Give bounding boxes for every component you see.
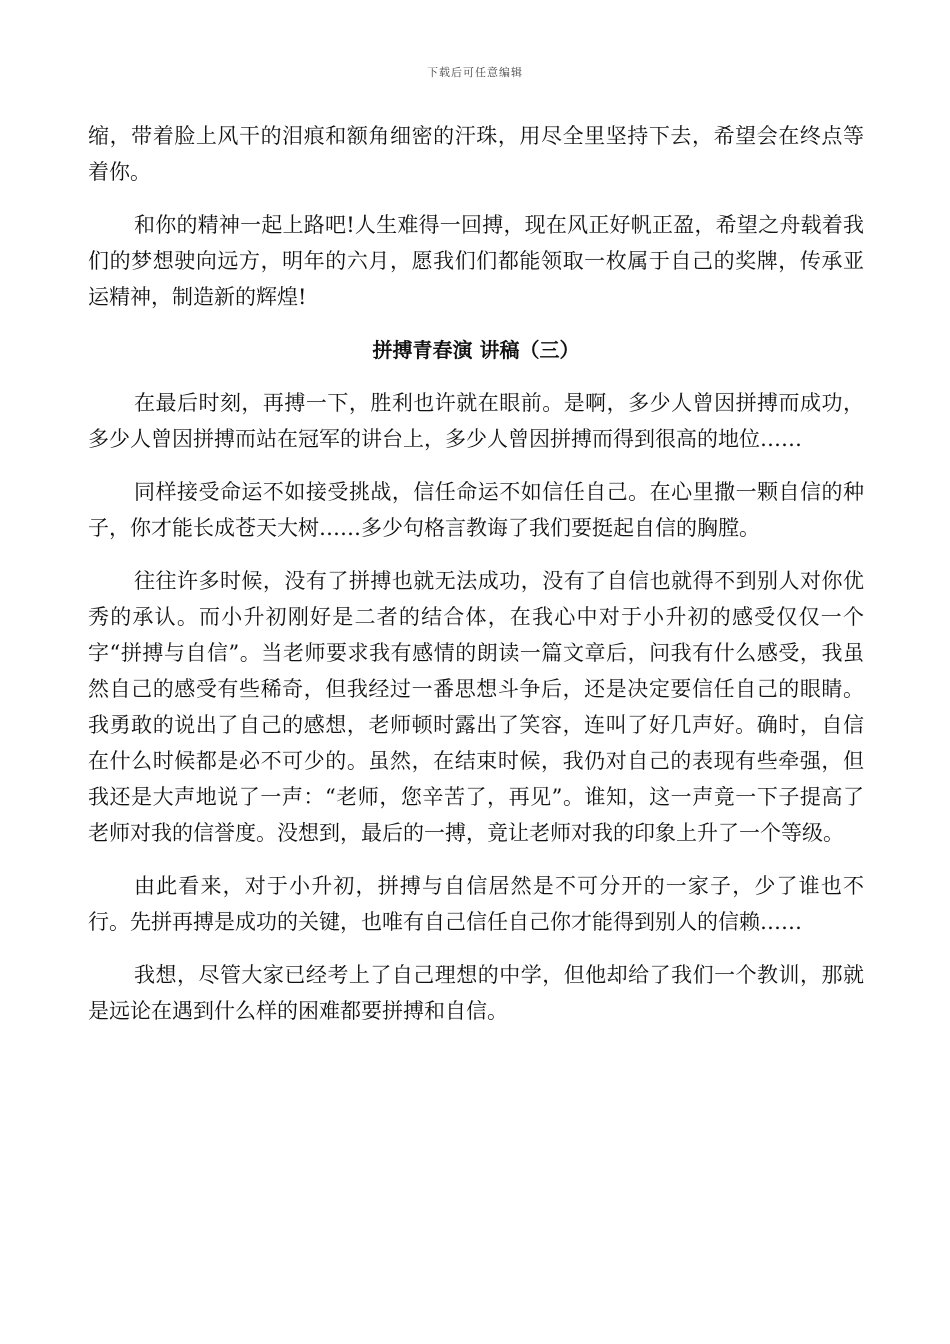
paragraph: 同样接受命运不如接受挑战，信任命运不如信任自己。在心里撒一颗自信的种子，你才能长成苍天大树……多少句格言教诲了我们要挺起自信的胸膛。	[88, 480, 864, 540]
paragraph: 由此看来，对于小升初，拼搏与自信居然是不可分开的一家子，少了谁也不行。先拼再搏是成功的关键，也唯有自己信任自己你才能得到别人的信赖……	[88, 874, 864, 934]
paragraph: 和你的精神一起上路吧!人生难得一回搏，现在风正好帆正盈，希望之舟载着我们的梦想驶向远方，明年的六月，愿我们们都能领取一枚属于自己的奖牌，传承亚运精神，制造新的辉煌!	[88, 213, 864, 309]
document-body	[88, 118, 864, 1046]
paragraph: 往往许多时候，没有了拼搏也就无法成功，没有了自信也就得不到别人对你优秀的承认。而小升初刚好是二者的结合体，在我心中对于小升初的感受仅仅一个字“拼搏与自信”。当老师要求我有感情的朗读一篇文章后，问我有什么感受，我虽然自己的感受有些稀奇，但我经过一番思想斗争后，还是决定要信任自己的眼睛。我勇敢的说出了自己的感想，老师顿时露出了笑容，连叫了好几声好。确时，自信在什么时候都是必不可少的。虽然，在结束时候，我仍对自己的表现有些牵强，但我还是大声地说了一声：“老师，您辛苦了，再见”。谁知，这一声竟一下子提高了老师对我的信誉度。没想到，最后的一搏，竟让老师对我的印象上升了一个等级。	[88, 569, 864, 845]
page-header: 下载后可任意编辑	[427, 66, 523, 79]
paragraph-continuation: 缩，带着脸上风干的泪痕和额角细密的汗珠，用尽全里坚持下去，希望会在终点等着你。	[88, 124, 864, 184]
paragraph: 我想，尽管大家已经考上了自己理想的中学，但他却给了我们一个教训，那就是远论在遇到什么样的困难都要拼搏和自信。	[88, 963, 864, 1023]
paragraph: 在最后时刻，再搏一下，胜利也许就在眼前。是啊，多少人曾因拼搏而成功，多少人曾因拼搏而站在冠军的讲台上，多少人曾因拼搏而得到很高的地位……	[88, 391, 864, 451]
section-title: 拼搏青春演 讲稿（三）	[372, 338, 580, 362]
